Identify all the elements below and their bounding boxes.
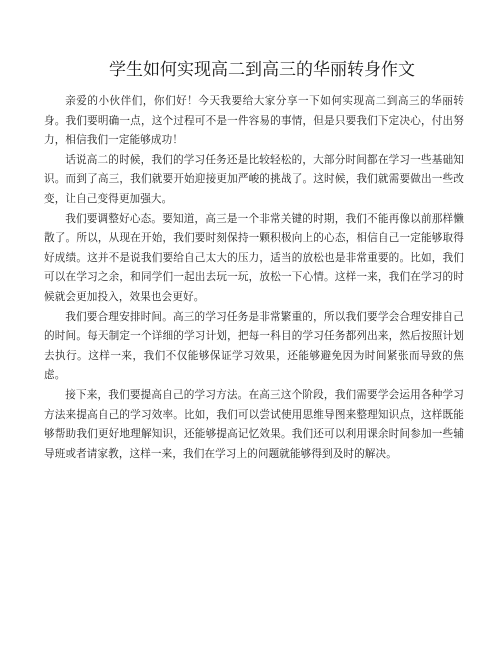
paragraph-4: 我们要合理安排时间。高三的学习任务是非常繁重的，所以我们要学会合理安排自己的时间。每天制定一个详细的学习计划，把每一科目的学习任务都列出来，然后按照计划去执行。这样一来，我们不仅能够保证学习效果，还能够避免因为时间紧张而导致的焦虑。 (44, 310, 464, 382)
paragraph-5: 接下来，我们要提高自己的学习方法。在高三这个阶段，我们需要学会运用各种学习方法来提高自己的学习效率。比如，我们可以尝试使用思维导图来整理知识点，这样既能够帮助我们更好地理解知识，还能够提高记忆效果。我们还可以利用课余时间参加一些辅导班或者请家教，这样一来，我们在学习上的问题就能够得到及时的解决。 (44, 388, 464, 460)
paragraph-3: 我们要调整好心态。要知道，高三是一个非常关键的时期，我们不能再像以前那样懒散了。所以，从现在开始，我们要时刻保持一颗积极向上的心态，相信自己一定能够取得好成绩。这并不是说我们要给自己太大的压力，适当的放松也是非常重要的。比如，我们可以在学习之余，和同学们一起出去玩一玩，放松一下心情。这样一来，我们在学习的时候就会更加投入，效果也会更好。 (44, 212, 464, 303)
paragraph-2: 话说高二的时候，我们的学习任务还是比较轻松的，大部分时间都在学习一些基础知识。而到了高三，我们就要开始迎接更加严峻的挑战了。这时候，我们就需要做出一些改变，让自己变得更加强大。 (44, 153, 464, 205)
paragraph-1: 亲爱的小伙伴们，你们好！今天我要给大家分享一下如何实现高二到高三的华丽转身。我们要明确一点，这个过程可不是一件容易的事情，但是只要我们下定决心，付出努力，相信我们一定能够成功！ (44, 95, 464, 147)
document-title: 学生如何实现高二到高三的华丽转身作文 (109, 60, 415, 80)
